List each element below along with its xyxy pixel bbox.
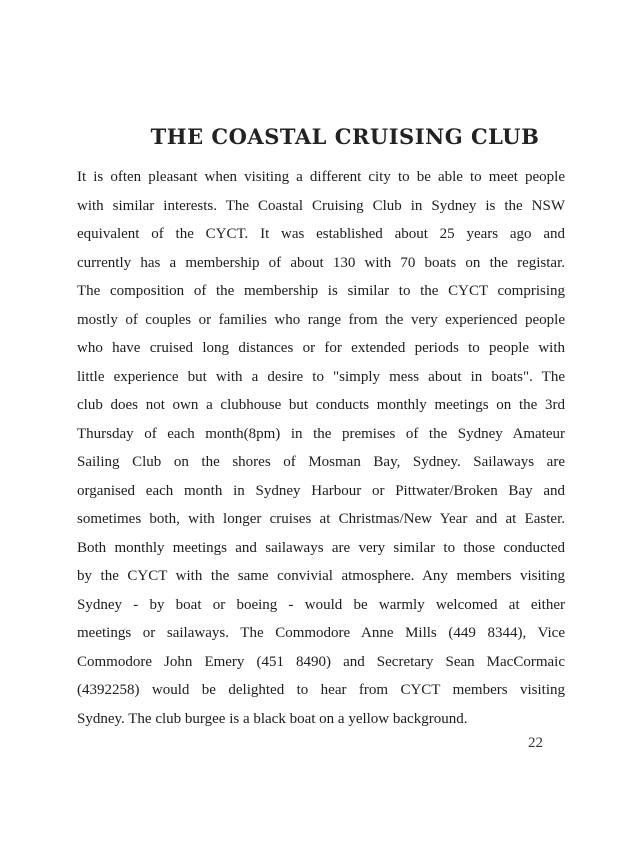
page-number: 22: [528, 735, 543, 751]
text-line: meetings or sailaways. The Commodore Anne Mills (449 8344), Vice: [77, 625, 565, 641]
text-line: organised each month in Sydney Harbour or Pittwater/Broken Bay and: [77, 482, 565, 499]
text-line: Sydney - by boat or boeing - would be warmly welcomed at either: [77, 596, 565, 613]
text-line: It is often pleasant when visiting a different city to be able to meet people: [77, 169, 565, 185]
text-line: Commodore John Emery (451 8490) and Secretary Sean MacCormaic: [77, 653, 565, 670]
text-line: Sydney. The club burgee is a black boat on a yellow background.: [77, 710, 468, 727]
body-paragraph: [77, 163, 565, 733]
text-line: mostly of couples or families who range from the very experienced people: [77, 311, 565, 328]
text-line: by the CYCT with the same convivial atmosphere. Any members visiting: [77, 568, 565, 584]
text-line: sometimes both, with longer cruises at Christmas/New Year and at Easter.: [77, 511, 565, 527]
text-line: Thursday of each month(8pm) in the premises of the Sydney Amateur: [77, 425, 565, 442]
text-line: who have cruised long distances or for extended periods to people with: [77, 340, 565, 356]
text-line: club does not own a clubhouse but conducts monthly meetings on the 3rd: [77, 397, 565, 413]
text-line: equivalent of the CYCT. It was established about 25 years ago and: [77, 226, 565, 242]
page-title: THE COASTAL CRUISING CLUB: [150, 124, 540, 149]
text-line: with similar interests. The Coastal Cruising Club in Sydney is the NSW: [77, 197, 565, 214]
text-line: little experience but with a desire to "simply mess about in boats". The: [77, 368, 565, 385]
text-line: (4392258) would be delighted to hear from CYCT members visiting: [77, 682, 565, 698]
text-line: currently has a membership of about 130 with 70 boats on the registar.: [77, 254, 565, 271]
text-line: Both monthly meetings and sailaways are very similar to those conducted: [77, 539, 565, 556]
text-line: Sailing Club on the shores of Mosman Bay, Sydney. Sailaways are: [77, 454, 565, 470]
text-line: The composition of the membership is similar to the CYCT comprising: [77, 283, 565, 299]
